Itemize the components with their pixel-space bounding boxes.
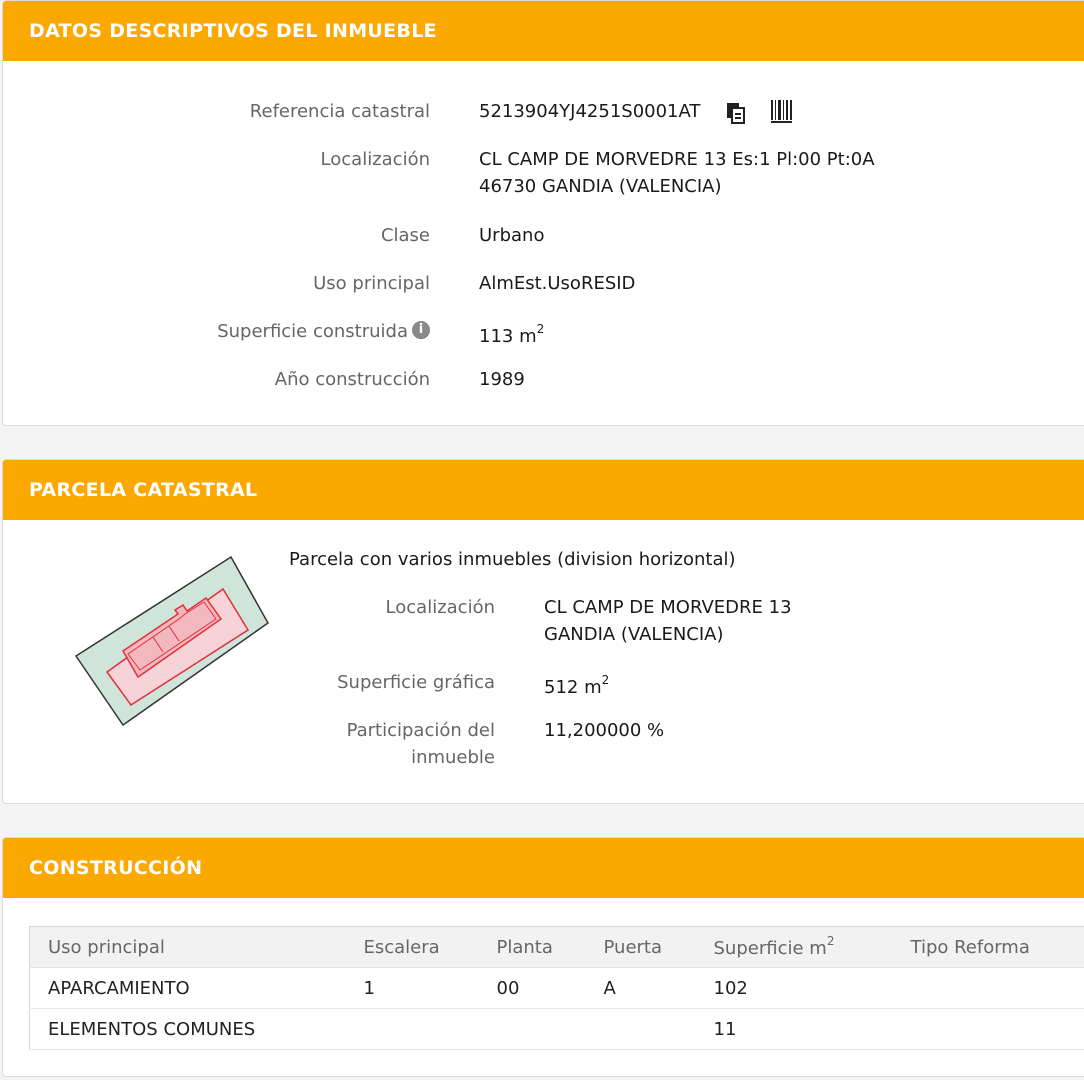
cell-escalera xyxy=(346,1009,479,1050)
parcela-localizacion-line1: CL CAMP DE MORVEDRE 13 xyxy=(544,597,792,618)
col-header-superficie-sup: 2 xyxy=(826,933,835,948)
superficie-grafica-value xyxy=(544,669,609,701)
col-header-tipo-reforma: Tipo Reforma xyxy=(893,927,1084,968)
barcode-icon[interactable] xyxy=(771,100,793,124)
participacion-label-line1: Participación del xyxy=(346,720,495,741)
uso-principal-value: AlmEst.UsoRESID xyxy=(479,273,636,294)
cell-planta xyxy=(479,1009,586,1050)
parcel-map-image[interactable] xyxy=(73,555,273,730)
col-header-superficie xyxy=(696,927,893,968)
construccion-title: CONSTRUCCIÓN xyxy=(29,857,203,879)
localizacion-line2: 46730 GANDIA (VALENCIA) xyxy=(479,176,722,197)
datos-descriptivos-header xyxy=(3,1,1084,61)
superficie-construida-label xyxy=(217,318,430,345)
participacion-label-line2: inmueble xyxy=(411,747,495,768)
cell-uso: APARCAMIENTO xyxy=(30,968,346,1009)
cell-puerta xyxy=(586,1009,696,1050)
copy-document-icon[interactable] xyxy=(725,102,747,124)
anio-construccion-value: 1989 xyxy=(479,369,525,390)
col-header-escalera: Escalera xyxy=(346,927,479,968)
referencia-label: Referencia catastral xyxy=(249,101,430,122)
col-header-puerta: Puerta xyxy=(586,927,696,968)
superficie-grafica-unit-sup: 2 xyxy=(601,673,610,687)
cell-superficie: 11 xyxy=(696,1009,893,1050)
construccion-header xyxy=(3,838,1084,898)
superficie-construida-value xyxy=(479,318,544,350)
table-header-row xyxy=(30,927,1084,968)
col-header-uso: Uso principal xyxy=(30,927,346,968)
parcela-description: Parcela con varios inmuebles (division horizontal) xyxy=(289,549,736,570)
superficie-construida-number: 113 m xyxy=(479,326,537,347)
info-icon[interactable]: i xyxy=(412,321,430,339)
superficie-construida-unit-sup: 2 xyxy=(536,322,545,336)
cell-tipo-reforma xyxy=(893,968,1084,1009)
parcela-catastral-panel xyxy=(2,459,1084,804)
superficie-grafica-number: 512 m xyxy=(544,677,602,698)
parcela-localizacion-label: Localización xyxy=(385,597,495,618)
clase-value: Urbano xyxy=(479,225,545,246)
cell-uso: ELEMENTOS COMUNES xyxy=(30,1009,346,1050)
parcela-catastral-header xyxy=(3,460,1084,520)
col-header-superficie-text: Superficie m xyxy=(713,937,827,959)
table-row xyxy=(30,1009,1084,1050)
superficie-grafica-label: Superficie gráfica xyxy=(337,672,495,693)
col-header-planta: Planta xyxy=(479,927,586,968)
cell-escalera: 1 xyxy=(346,968,479,1009)
superficie-construida-label-text: Superficie construida xyxy=(217,321,408,342)
cell-puerta: A xyxy=(586,968,696,1009)
datos-descriptivos-panel xyxy=(2,0,1084,426)
referencia-value: 5213904YJ4251S0001AT xyxy=(479,101,701,122)
clase-label: Clase xyxy=(380,225,430,246)
construccion-table xyxy=(29,926,1084,1050)
cell-superficie: 102 xyxy=(696,968,893,1009)
participacion-value: 11,200000 % xyxy=(544,720,665,741)
cell-tipo-reforma xyxy=(893,1009,1084,1050)
cell-planta: 00 xyxy=(479,968,586,1009)
datos-descriptivos-title: DATOS DESCRIPTIVOS DEL INMUEBLE xyxy=(29,20,437,42)
construccion-panel xyxy=(2,837,1084,1077)
localizacion-label: Localización xyxy=(320,149,430,170)
parcela-catastral-title: PARCELA CATASTRAL xyxy=(29,479,258,501)
parcela-localizacion-line2: GANDIA (VALENCIA) xyxy=(544,624,724,645)
uso-principal-label: Uso principal xyxy=(313,273,430,294)
table-row xyxy=(30,968,1084,1009)
anio-construccion-label: Año construcción xyxy=(274,369,430,390)
localizacion-line1: CL CAMP DE MORVEDRE 13 Es:1 Pl:00 Pt:0A xyxy=(479,149,875,170)
